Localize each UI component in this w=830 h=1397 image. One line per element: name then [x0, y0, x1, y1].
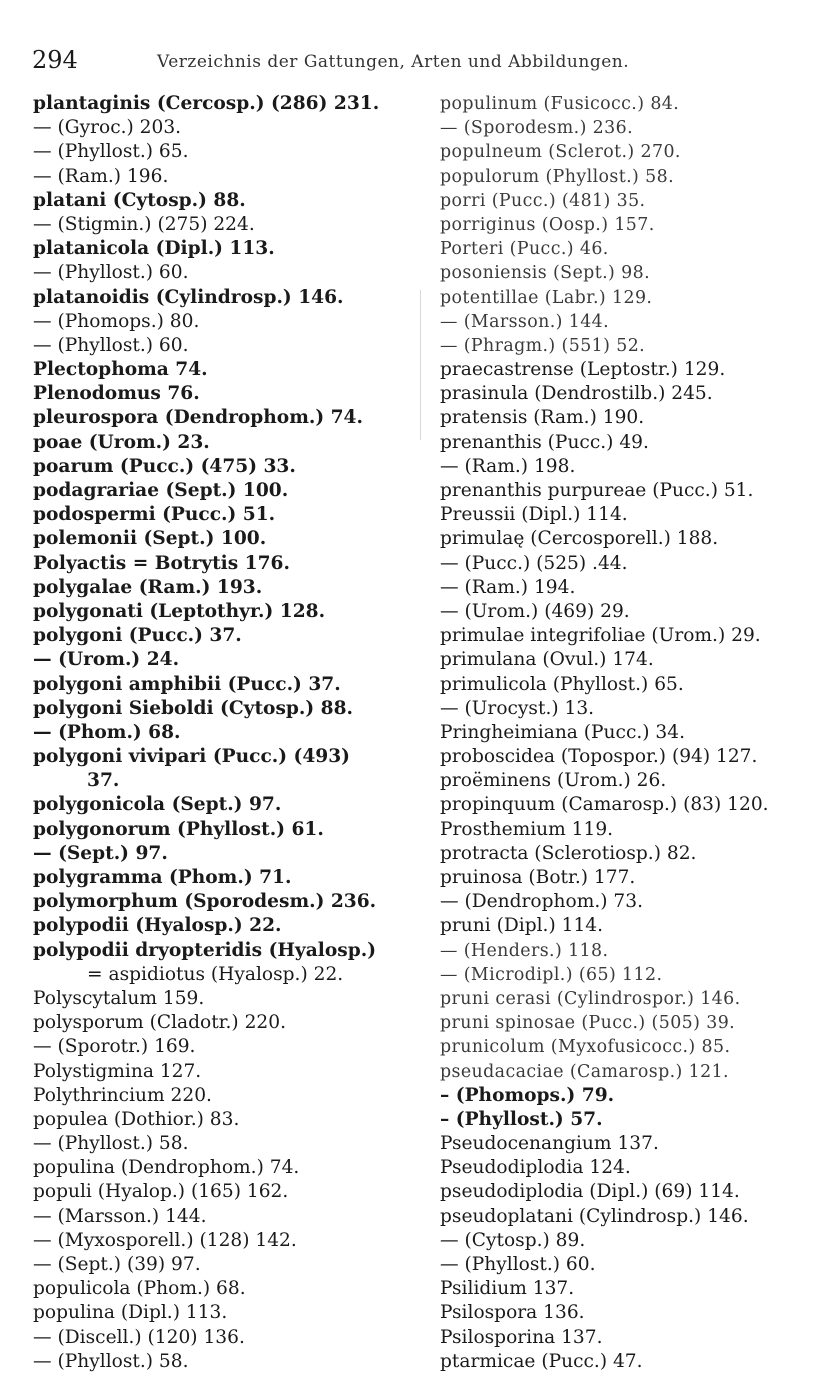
index-entry: potentillae (Labr.) 129. [440, 287, 653, 308]
index-entry: Psilosporina 137. [440, 1326, 603, 1348]
index-entry: — (Discell.) (120) 136. [33, 1326, 245, 1348]
index-entry: populina (Dendrophom.) 74. [33, 1157, 300, 1179]
index-entry: primulaę (Cercosporell.) 188. [440, 528, 719, 550]
index-entry: — (Henders.) 118. [440, 940, 609, 961]
index-entry: pseudacaciae (Camarosp.) 121. [440, 1061, 729, 1082]
index-entry: praecastrense (Leptostr.) 129. [440, 359, 726, 381]
index-entry: prunicolum (Myxofusicocc.) 85. [440, 1037, 731, 1058]
index-entry: — (Gyroc.) 203. [33, 117, 182, 139]
index-entry: populinum (Fusicocc.) 84. [440, 94, 680, 114]
index-entry: polypodii (Hyalosp.) 22. [33, 915, 282, 937]
index-entry: populina (Dipl.) 113. [33, 1302, 228, 1324]
page-header [32, 46, 812, 78]
index-entry: primulana (Ovul.) 174. [440, 649, 654, 671]
index-entry: — (Phomops.) 80. [33, 310, 200, 332]
index-entry: Prosthemium 119. [440, 818, 614, 840]
index-entry: podospermi (Pucc.) 51. [33, 504, 276, 526]
index-entry: Pseudocenangium 137. [440, 1133, 659, 1155]
index-entry: poae (Urom.) 23. [33, 431, 210, 453]
index-entry: — (Sept.) 97. [33, 842, 168, 864]
index-entry: Polythrincium 220. [33, 1084, 212, 1106]
index-entry: pruni cerasi (Cylindrospor.) 146. [440, 988, 741, 1009]
index-entry: Preussii (Dipl.) 114. [440, 504, 628, 526]
index-entry: populorum (Phyllost.) 58. [440, 166, 675, 187]
index-entry: Polyscytalum 159. [33, 987, 205, 1009]
index-entry: proëminens (Urom.) 26. [440, 770, 667, 792]
index-entry: Psilidium 137. [440, 1278, 575, 1300]
index-entry: polygalae (Ram.) 193. [33, 576, 263, 598]
index-entry: polypodii dryopteridis (Hyalosp.) [33, 939, 376, 961]
column-divider [420, 290, 421, 440]
index-entry: podagrariae (Sept.) 100. [33, 480, 289, 501]
index-entry: Psilospora 136. [440, 1302, 585, 1324]
index-entry: polemonii (Sept.) 100. [33, 528, 267, 550]
index-entry: primulae integrifoliae (Urom.) 29. [440, 625, 761, 647]
index-entry: — (Ram.) 198. [440, 455, 576, 477]
index-column-left [33, 92, 423, 1374]
page-number: 294 [32, 46, 78, 74]
index-entry: pleurospora (Dendrophom.) 74. [33, 407, 363, 429]
index-entry: protracta (Sclerotiosp.) 82. [440, 842, 697, 864]
index-entry: Plenodomus 76. [33, 383, 200, 405]
index-entry: = aspidiotus (Hyalosp.) 22. [87, 963, 344, 985]
index-entry: pratensis (Ram.) 190. [440, 407, 645, 429]
index-entry: — (Sporotr.) 169. [33, 1036, 196, 1058]
index-entry: — (Ram.) 196. [33, 165, 169, 187]
index-entry: pruinosa (Botr.) 177. [440, 867, 636, 888]
index-entry: Plectophoma 74. [33, 359, 208, 381]
index-entry: platanicola (Dipl.) 113. [33, 238, 275, 260]
index-entry: — (Phyllost.) 60. [440, 1254, 596, 1275]
index-entry: populicola (Phom.) 68. [33, 1278, 246, 1300]
index-entry: polygonorum (Phyllost.) 61. [33, 818, 324, 840]
index-entry: primulicola (Phyllost.) 65. [440, 673, 684, 695]
index-entry: populneum (Sclerot.) 270. [440, 142, 681, 163]
index-entry: — (Phom.) 68. [33, 721, 181, 743]
index-entry: populea (Dothior.) 83. [33, 1108, 240, 1130]
index-entry: proboscidea (Topospor.) (94) 127. [440, 746, 758, 768]
index-entry: ptarmicae (Pucc.) 47. [440, 1350, 643, 1372]
index-entry: — (Sporodesm.) 236. [440, 118, 634, 139]
index-entry: – (Phyllost.) 57. [440, 1108, 603, 1130]
index-entry: — (Phyllost.) 65. [33, 141, 189, 163]
index-entry: — (Myxosporell.) (128) 142. [33, 1229, 297, 1251]
index-entry: prenanthis (Pucc.) 49. [440, 431, 649, 453]
index-entry: propinquum (Camarosp.) (83) 120. [440, 794, 769, 816]
index-entry: — (Cytosp.) 89. [440, 1229, 586, 1251]
index-column-right [440, 92, 820, 1374]
index-entry: polygramma (Phom.) 71. [33, 867, 292, 888]
index-entry: — (Urom.) (469) 29. [440, 600, 630, 622]
index-entry: polygoni vivipari (Pucc.) (493) [33, 746, 350, 768]
index-entry: pseudoplatani (Cylindrosp.) 146. [440, 1205, 749, 1227]
index-entry: polygoni amphibii (Pucc.) 37. [33, 673, 341, 695]
index-entry: — (Urocyst.) 13. [440, 697, 595, 719]
index-entry: prenanthis purpureae (Pucc.) 51. [440, 480, 754, 501]
index-entry: poarum (Pucc.) (475) 33. [33, 455, 296, 477]
index-entry: — (Ram.) 194. [440, 576, 576, 598]
index-entry: polygoni (Pucc.) 37. [33, 625, 242, 647]
index-entry: polygonati (Leptothyr.) 128. [33, 600, 326, 622]
index-entry: — (Pucc.) (525) .44. [440, 552, 628, 574]
index-entry: prasinula (Dendrostilb.) 245. [440, 383, 713, 405]
index-entry: — (Stigmin.) (275) 224. [33, 213, 255, 235]
index-entry: polygoni Sieboldi (Cytosp.) 88. [33, 697, 354, 719]
index-entry: pseudodiplodia (Dipl.) (69) 114. [440, 1181, 740, 1203]
index-entry: platanoidis (Cylindrosp.) 146. [33, 286, 344, 308]
index-entry: — (Phyllost.) 60. [33, 334, 189, 356]
index-entry: Polyactis = Botrytis 176. [33, 552, 290, 574]
index-entry: platani (Cytosp.) 88. [33, 189, 246, 211]
index-entry: — (Microdipl.) (65) 112. [440, 964, 663, 985]
index-entry: — (Phragm.) (551) 52. [440, 335, 646, 356]
index-entry: polygonicola (Sept.) 97. [33, 794, 282, 816]
index-entry: — (Phyllost.) 58. [33, 1350, 189, 1372]
index-entry: posoniensis (Sept.) 98. [440, 263, 650, 284]
index-entry: 37. [87, 770, 120, 792]
index-entry: populi (Hyalop.) (165) 162. [33, 1181, 289, 1203]
index-entry: porri (Pucc.) (481) 35. [440, 190, 646, 211]
index-entry: polysporum (Cladotr.) 220. [33, 1012, 286, 1034]
index-entry: — (Sept.) (39) 97. [33, 1254, 201, 1275]
running-title: Verzeichnis der Gattungen, Arten und Abbildungen. [157, 52, 630, 72]
index-entry: porriginus (Oosp.) 157. [440, 214, 655, 235]
index-entry: polymorphum (Sporodesm.) 236. [33, 891, 377, 913]
index-entry: pruni (Dipl.) 114. [440, 915, 604, 937]
index-entry: Porteri (Pucc.) 46. [440, 239, 609, 260]
index-entry: — (Phyllost.) 58. [33, 1133, 189, 1155]
index-entry: Pringheimiana (Pucc.) 34. [440, 721, 685, 743]
index-entry: Pseudodiplodia 124. [440, 1157, 631, 1179]
index-entry: – (Phomops.) 79. [440, 1084, 615, 1106]
index-entry: — (Urom.) 24. [33, 649, 180, 671]
index-entry: pruni spinosae (Pucc.) (505) 39. [440, 1013, 736, 1034]
index-entry: — (Dendrophom.) 73. [440, 891, 643, 913]
index-entry: plantaginis (Cercosp.) (286) 231. [33, 93, 380, 114]
index-entry: — (Marsson.) 144. [33, 1205, 207, 1227]
index-entry: — (Marsson.) 144. [440, 311, 610, 332]
index-entry: Polystigmina 127. [33, 1060, 202, 1082]
index-entry: — (Phyllost.) 60. [33, 262, 189, 284]
